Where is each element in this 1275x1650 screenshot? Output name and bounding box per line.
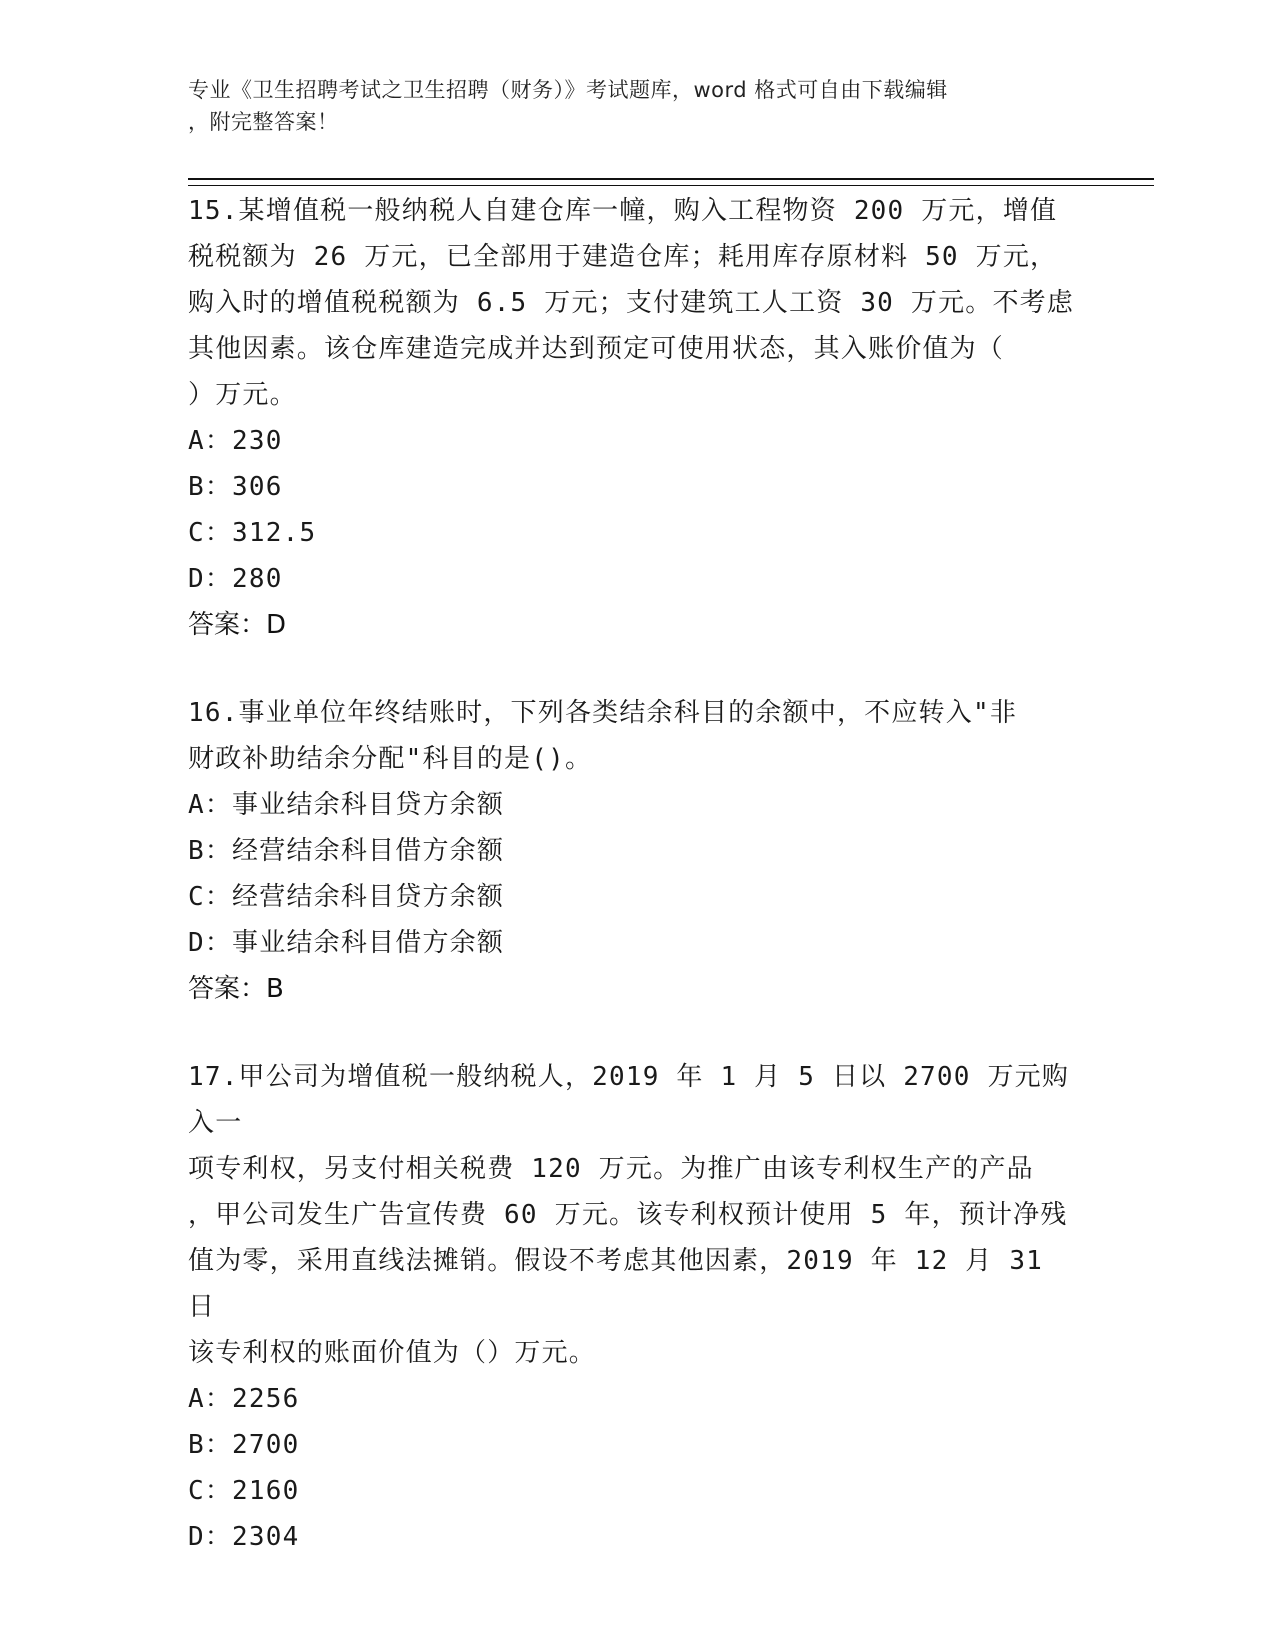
question-line: 财政补助结余分配"科目的是()。 — [188, 744, 593, 774]
question-spacer — [188, 648, 1078, 690]
option-c: C：2160 — [188, 1476, 300, 1506]
question-line: 项专利权，另支付相关税费 120 万元。为推广由该专利权生产的产品 — [188, 1154, 1034, 1184]
option-b: B：2700 — [188, 1430, 300, 1460]
question-list — [188, 188, 1078, 1560]
question-line: 17.甲公司为增值税一般纳税人，2019 年 1 月 5 日以 2700 万元购入一 — [188, 1062, 1070, 1138]
question-line: 税税额为 26 万元，已全部用于建造仓库；耗用库存原材料 50 万元， — [188, 242, 1058, 272]
option-a: A：事业结余科目贷方余额 — [188, 790, 505, 820]
option-d: D：280 — [188, 564, 283, 594]
option-list — [188, 418, 1078, 602]
header-divider-thick — [188, 178, 1154, 180]
question-text — [188, 690, 1078, 782]
option-d: D：2304 — [188, 1522, 300, 1552]
question-text — [188, 188, 1078, 418]
question-spacer — [188, 1012, 1078, 1054]
option-list — [188, 782, 1078, 966]
document-header — [188, 74, 1068, 138]
option-a: A：2256 — [188, 1384, 300, 1414]
question-line: 该专利权的账面价值为（）万元。 — [188, 1338, 597, 1368]
question-line: 购入时的增值税税额为 6.5 万元；支付建筑工人工资 30 万元。不考虑 — [188, 288, 1075, 318]
option-c: C：经营结余科目贷方余额 — [188, 882, 505, 912]
question-line: 16.事业单位年终结账时，下列各类结余科目的余额中，不应转入"非 — [188, 698, 1018, 728]
option-a: A：230 — [188, 426, 283, 456]
question-block-17 — [188, 1054, 1078, 1560]
header-line-1: 专业《卫生招聘考试之卫生招聘（财务）》考试题库，word 格式可自由下载编辑 — [188, 78, 948, 102]
option-list — [188, 1376, 1078, 1560]
question-line: 15.某增值税一般纳税人自建仓库一幢，购入工程物资 200 万元，增值 — [188, 196, 1058, 226]
option-b: B：306 — [188, 472, 283, 502]
option-b: B：经营结余科目借方余额 — [188, 836, 505, 866]
option-d: D：事业结余科目借方余额 — [188, 928, 505, 958]
question-line: 其他因素。该仓库建造完成并达到预定可使用状态，其入账价值为（ — [188, 334, 1005, 364]
question-line: ）万元。 — [188, 380, 297, 410]
answer-line: 答案：D — [188, 610, 287, 640]
option-c: C：312.5 — [188, 518, 317, 548]
header-divider-thin — [188, 185, 1154, 186]
question-text — [188, 1054, 1078, 1376]
answer-line: 答案：B — [188, 974, 284, 1004]
question-line: 值为零，采用直线法摊销。假设不考虑其他因素，2019 年 12 月 31 日 — [188, 1246, 1044, 1322]
question-block-16 — [188, 690, 1078, 1012]
question-line: ，甲公司发生广告宣传费 60 万元。该专利权预计使用 5 年，预计净残 — [188, 1200, 1068, 1230]
header-line-2: ，附完整答案！ — [188, 110, 339, 134]
question-block-15 — [188, 188, 1078, 648]
